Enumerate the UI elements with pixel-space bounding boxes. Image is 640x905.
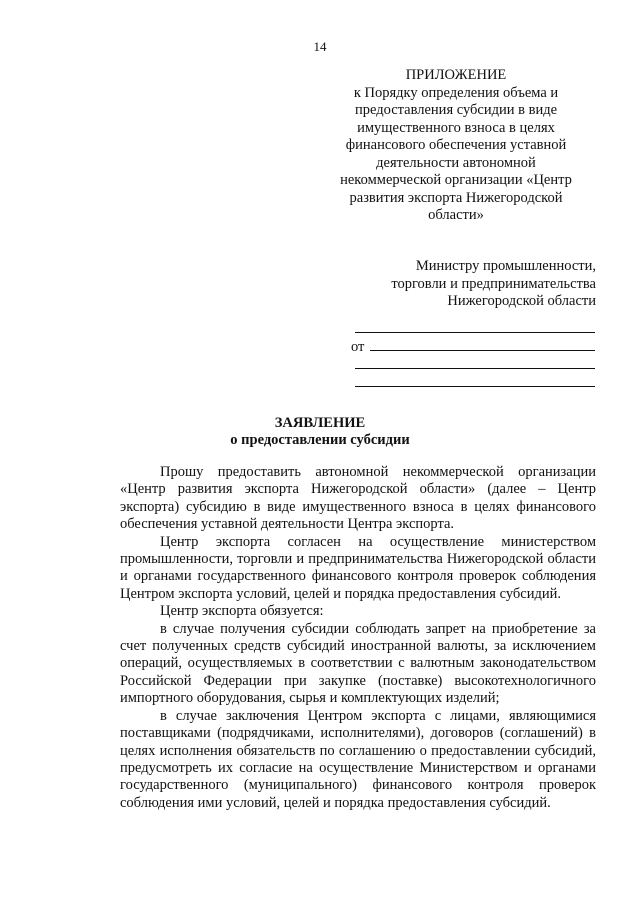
appendix-heading: ПРИЛОЖЕНИЕ: [405, 67, 507, 83]
blank-line[interactable]: [351, 354, 595, 372]
document-title: [0, 415, 640, 449]
blank-line[interactable]: [351, 318, 595, 336]
appendix-line: к Порядку определения объема и: [353, 84, 559, 101]
appendix-line: некоммерческой организации «Центр: [340, 172, 572, 188]
from-label: от: [351, 339, 365, 355]
paragraph: Центр экспорта согласен на осуществление министерством промышленности, торговли и предпринимательства Нижегородской области и органами государственного финансового контроля проверок соблюдения Центром экспорта условий, целей и порядка предоставления субсидий.: [120, 533, 596, 602]
appendix-line: области»: [428, 207, 484, 223]
title-main: ЗАЯВЛЕНИЕ: [274, 415, 366, 431]
paragraph: Центр экспорта обязуется:: [160, 603, 324, 620]
document-body: [120, 464, 596, 812]
addressee-block: [340, 258, 596, 311]
paragraph: в случае получения субсидии соблюдать запрет на приобретение за счет полученных средств субсидий иностранной валюты, за исключением операций, осуществляемых в соответствии с валютным законодательством Российской Федерации при закупке (поставке) высокотехнологичного импортного оборудования, сырья и комплектующих изделий;: [120, 620, 596, 707]
paragraph: в случае заключения Центром экспорта с лицами, являющимися поставщиками (подрядчиками, исполнителями), договоров (соглашений) в целях исполнения обязательств по соглашению о предоставлении субсидий, предусмотреть их согласие на осуществление Министерством и органами государственного (муниципального) финансового контроля проверок соблюдения ими условий, целей и порядка предоставления субсидий.: [120, 707, 596, 811]
appendix-line: предоставления субсидии в виде: [354, 102, 558, 118]
appendix-line: деятельности автономной: [376, 154, 536, 171]
appendix-line: финансового обеспечения уставной: [345, 137, 567, 153]
addressee-line: торговли и предпринимательства: [391, 275, 596, 292]
from-field[interactable]: [351, 336, 595, 354]
paragraph: Прошу предоставить автономной некоммерческой организации «Центр развития экспорта Нижегородской области» (далее – Центр экспорта) субсидию в виде имущественного взноса в целях финансового обеспечения уставной деятельности Центра экспорта.: [120, 464, 596, 533]
appendix-line: имущественного взноса в целях: [357, 119, 555, 136]
sender-fields: [351, 318, 595, 390]
title-sub: о предоставлении субсидии: [230, 432, 410, 448]
page-number: 14: [313, 39, 327, 54]
appendix-block: [320, 67, 592, 225]
addressee-line: Нижегородской области: [447, 293, 596, 309]
addressee-line: Министру промышленности,: [415, 258, 596, 274]
appendix-line: развития экспорта Нижегородской: [349, 189, 563, 206]
blank-line[interactable]: [351, 372, 595, 390]
